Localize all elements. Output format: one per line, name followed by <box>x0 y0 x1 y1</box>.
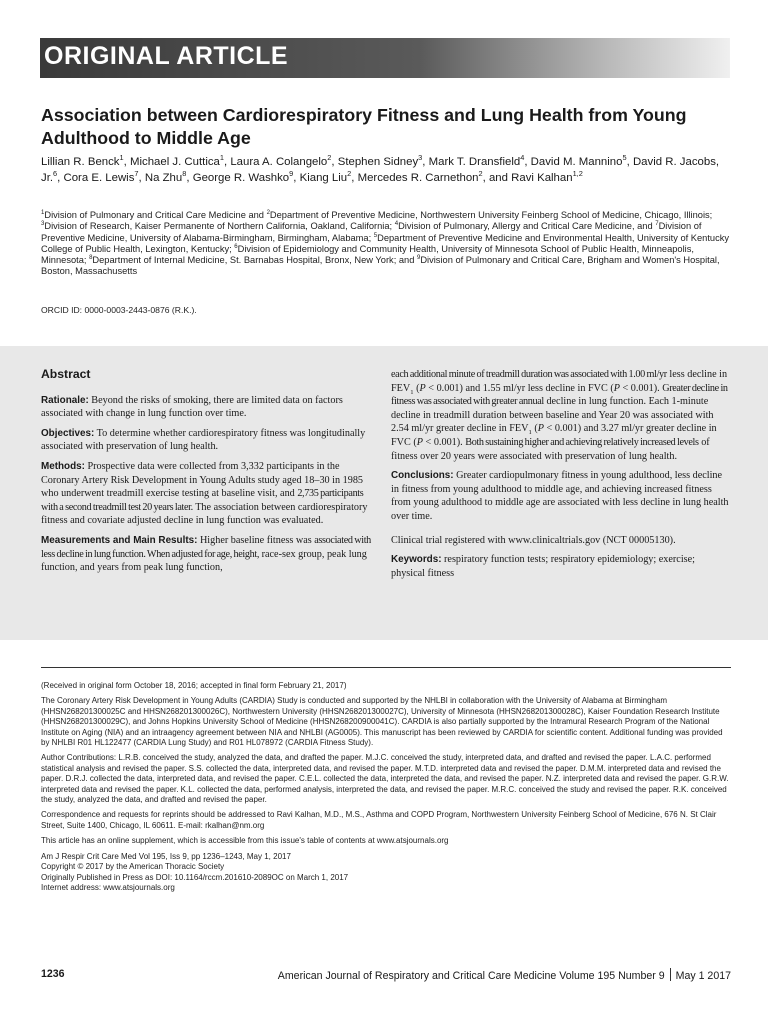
fev-subscript: 1 <box>410 388 414 396</box>
author-contributions: Author Contributions: L.R.B. conceived the study, analyzed the data, and drafted the paper. M.J.C. conceived the study, interpreted data, and drafted and revised the paper. L.A.C. performed statistical analysis and revised the paper. S.S. collected the data, interpreted data, and revised the paper. M.T.D. interpreted data and revised the paper. D.M.M. interpreted data and revised the paper. D.R.J. collected the data, interpreted data, and revised the paper. C.E.L. collected the data, interpreted the data, and revised the paper. N.Z. interpreted data and revised the paper. G.R.W. interpreted data and revised the paper. K.L. collected the data, performed analysis, interpreted the data, and revised the paper. M.R.C. conceived the study and revised the paper. R.K. conceived the study, analyzed the data, and drafted and revised the paper. <box>41 753 729 805</box>
results-text-l: of fitness over 20 years were associated with preservation of lung health. <box>391 436 710 462</box>
affiliation-number: 9 <box>416 255 421 262</box>
author-separator: , <box>626 156 633 168</box>
orcid-id: ORCID ID: 0000-0003-2443-0876 (R.K.). <box>41 305 197 315</box>
author-name: Laura A. Colangelo <box>230 156 328 168</box>
abstract-results-continued <box>391 368 729 463</box>
conclusions-label: Conclusions: <box>391 470 454 482</box>
p-symbol: P <box>537 423 544 435</box>
author-affiliation-mark: 2 <box>478 168 483 178</box>
affiliation-text: Division of Pulmonary, Allergy and Critical Care Medicine, and <box>398 221 656 232</box>
affiliations <box>41 210 731 278</box>
affiliation-number: 3 <box>41 221 45 228</box>
author-affiliation-mark: 1,2 <box>572 168 583 178</box>
footnote-divider <box>41 667 731 668</box>
results-text-d: < 0.001) and 1.55 ml/yr less decline in FVC ( <box>425 382 614 394</box>
abstract-right-column <box>391 346 729 586</box>
p-symbol: P <box>416 436 423 448</box>
author-name: Ravi Kalhan <box>511 171 573 184</box>
article-title: Association between Cardiorespiratory Fitness and Lung Health from Young Adulthood to Middle Age <box>41 105 687 148</box>
p-symbol: P <box>613 382 620 394</box>
abstract-objectives <box>41 427 371 454</box>
affiliation-number: 6 <box>234 243 238 250</box>
p-symbol: P <box>419 382 426 394</box>
article-type-banner <box>40 38 730 78</box>
keywords-label: Keywords: <box>391 554 442 566</box>
author-affiliation-mark: 2 <box>327 153 332 163</box>
results-text-k: Both sustaining higher and achieving relatively increased levels <box>465 436 699 448</box>
affiliation-text: Department of Internal Medicine, St. Barnabas Hospital, Bronx, New York; and <box>92 255 417 266</box>
trial-registration: Clinical trial registered with www.clinicaltrials.gov (NCT 00005130). <box>391 534 676 546</box>
results-text-g: decline in lung function. Each 1-minute decline in treadmill duration between baseline and Year 20 was associated with 2.54 ml/yr greater decline in FEV <box>391 396 714 435</box>
results-text-a: each additional minute of treadmill duration was associated with 1.00 ml/yr <box>391 369 667 380</box>
abstract-methods <box>41 460 371 528</box>
author-separator: , <box>351 171 358 184</box>
abstract-heading: Abstract <box>41 367 91 381</box>
measurements-text-a: Higher baseline fitness was <box>197 534 315 546</box>
author-name: Kiang Liu <box>299 171 348 184</box>
author-separator: , <box>57 171 64 184</box>
keywords-text: respiratory function tests; respiratory epidemiology; exercise; physical fitness <box>391 554 695 579</box>
author-separator: , <box>138 171 145 184</box>
abstract-keywords <box>391 553 729 580</box>
received-dates: (Received in original form October 18, 2016; accepted in final form February 21, 2017) <box>41 681 347 690</box>
author-affiliation-mark: 1 <box>219 153 224 163</box>
author-name: Cora E. Lewis <box>63 171 135 184</box>
affiliation-number: 1 <box>41 209 45 216</box>
article-notes <box>41 681 731 893</box>
author-affiliation-mark: 8 <box>182 168 187 178</box>
rationale-text: Beyond the risks of smoking, there are limited data on factors associated with change in lung function over time. <box>41 394 343 420</box>
results-text-c: ( <box>413 382 420 394</box>
abstract-conclusions <box>391 469 729 523</box>
author-separator: , <box>224 156 231 168</box>
author-name: Na Zhu <box>144 171 183 184</box>
author-affiliation-mark: 9 <box>289 168 294 178</box>
journal-info <box>278 968 731 982</box>
methods-text-a: Prospective data were collected from 3,332 participants in the Coronary Artery Risk Development in Young Adults study aged 18–30 in 1985 who underwent treadmill exercise testing at baseline visit, and <box>41 460 364 500</box>
affiliation-text: Department of Preventive Medicine and Environmental Health, University of Kentucky College of Public Health, Lexington, Kentucky; <box>41 232 730 254</box>
article-type-label: ORIGINAL ARTICLE <box>44 42 289 70</box>
author-affiliation-mark: 6 <box>53 168 58 178</box>
correspondence: Correspondence and requests for reprints should be addressed to Ravi Kalhan, M.D., M.S., Asthma and COPD Program, Northwestern University Feinberg School of Medicine, 676 N. St Clair Street, Suite 1400, Chicago, IL 60611. E-mail: rkalhan@nm.org <box>41 810 717 830</box>
affiliation-number: 4 <box>394 221 399 228</box>
objectives-text: To determine whether cardiorespiratory fitness was longitudinally associated with preservation of lung health. <box>41 427 366 453</box>
page-number: 1236 <box>41 968 65 980</box>
author-name: Lillian R. Benck <box>41 156 120 168</box>
author-list <box>41 155 731 186</box>
measurements-text-b: associated with less decline in lung function. When adjusted for age, height, <box>41 534 371 560</box>
results-text-i: < 0.001) and 3.27 ml/yr greater decline in FVC ( <box>391 423 717 448</box>
author-separator: , and <box>482 171 512 184</box>
fev-subscript: 1 <box>528 429 532 437</box>
affiliation-number: 2 <box>266 209 270 216</box>
page-footer <box>41 968 731 984</box>
citation-line: Internet address: www.atsjournals.org <box>41 882 175 892</box>
author-separator: , <box>331 156 338 168</box>
author-separator: , <box>293 171 300 184</box>
results-text-e: < 0.001). <box>619 382 663 394</box>
citation-line: Am J Respir Crit Care Med Vol 195, Iss 9, pp 1236–1243, May 1, 2017 <box>41 851 291 861</box>
objectives-label: Objectives: <box>41 427 95 439</box>
citation-line: Copyright © 2017 by the American Thoracic Society <box>41 862 225 872</box>
affiliation-text: Department of Preventive Medicine, Northwestern University Feinberg School of Medicine, Chicago, Illinois; <box>269 210 713 220</box>
author-name: Michael J. Cuttica <box>129 156 220 168</box>
methods-text-b: 2,735 participants with a second treadmill test 20 years later. <box>41 488 364 513</box>
author-name: Mercedes R. Carnethon <box>357 171 479 184</box>
measurements-label: Measurements and Main Results: <box>41 534 198 546</box>
methods-label: Methods: <box>41 460 85 472</box>
funding-statement: The Coronary Artery Risk Development in Young Adults (CARDIA) Study is conducted and supported by the NHLBI in collaboration with the University of Alabama at Birmingham (HHSN268201300025C and HHSN268201300026C), Northwestern University (HHSN268201300027C), University of Minnesota (HHSN268201300028C), Kaiser Foundation Research Institute (HHSN268201300029C), and Johns Hopkins University School of Medicine (HHSN268200900041C). CARDIA is also partially supported by the Intramural Research Program of the National Institute on Aging (NIA) and an intraagency agreement between NIA and NHLBI (AG0005). This manuscript has been reviewed by CARDIA for scientific content. Additional funding was provided by NHLBI R01 HL122477 (CARDIA Lung Study) and R01 HL078972 (CARDIA Fitness Study). <box>41 696 723 748</box>
author-affiliation-mark: 3 <box>418 153 423 163</box>
author-affiliation-mark: 5 <box>622 153 627 163</box>
author-separator: , <box>524 156 531 168</box>
abstract-panel <box>0 346 768 640</box>
affiliation-number: 7 <box>655 221 659 228</box>
affiliation-text: Division of Pulmonary and Critical Care, Brigham and Women's Hospital, Boston, Massachusetts <box>41 255 720 277</box>
author-separator: , <box>422 156 429 168</box>
affiliation-text: Division of Research, Kaiser Permanente of Northern California, Oakland, California; <box>44 221 395 232</box>
author-name: Stephen Sidney <box>337 156 419 168</box>
journal-name: American Journal of Respiratory and Critical Care Medicine Volume 195 Number 9 <box>277 970 665 982</box>
author-separator: , <box>123 156 130 168</box>
author-affiliation-mark: 7 <box>134 168 139 178</box>
results-text-f: Greater decline in fitness was associated with greater annual <box>391 382 728 408</box>
author-affiliation-mark: 1 <box>119 153 124 163</box>
affiliation-number: 5 <box>373 232 378 239</box>
author-name: George R. Washko <box>192 171 290 184</box>
abstract-measurements <box>41 534 371 575</box>
abstract-left-column <box>41 346 371 581</box>
methods-text-c: The association between cardiorespiratory fitness and covariate adjusted decline in lung function was evaluated. <box>41 501 368 527</box>
results-text-j: < 0.001). <box>423 436 466 448</box>
author-name: Mark T. Dransfield <box>428 156 521 168</box>
rationale-label: Rationale: <box>41 394 89 406</box>
author-affiliation-mark: 4 <box>520 153 525 163</box>
online-supplement-note: This article has an online supplement, which is accessible from this issue's table of contents at www.atsjournals.org <box>41 836 449 846</box>
results-text-b: less decline in FEV <box>391 369 728 394</box>
conclusions-text: Greater cardiopulmonary fitness in young adulthood, less decline in fitness from young adulthood to middle age, and achieving increased fitness from young adulthood to middle age are associated with less decline in lung health over time. <box>391 470 729 522</box>
footer-separator <box>670 968 671 981</box>
affiliation-number: 8 <box>89 255 93 262</box>
author-name: David M. Mannino <box>530 156 623 168</box>
citation-line: Originally Published in Press as DOI: 10.1164/rccm.201610-2089OC on March 1, 2017 <box>41 872 349 882</box>
affiliation-text: Division of Preventive Medicine, University of Alabama-Birmingham, Birmingham, Alabama; <box>41 221 702 243</box>
affiliation-text: Division of Pulmonary and Critical Care Medicine and <box>44 210 267 220</box>
citation-block <box>41 852 731 894</box>
author-name: David R. Jacobs, Jr. <box>41 156 720 184</box>
measurements-text-c: race-sex group, peak lung function, and years from peak lung function, <box>41 548 367 574</box>
author-separator: , <box>186 171 193 184</box>
author-affiliation-mark: 2 <box>347 168 352 178</box>
abstract-rationale <box>41 394 371 421</box>
results-text-h: ( <box>531 423 538 435</box>
affiliation-text: Division of Epidemiology and Community Health, University of Minnesota School of Public Health, Minneapolis, Minnesota; <box>41 243 694 266</box>
issue-date: May 1 2017 <box>675 970 731 982</box>
